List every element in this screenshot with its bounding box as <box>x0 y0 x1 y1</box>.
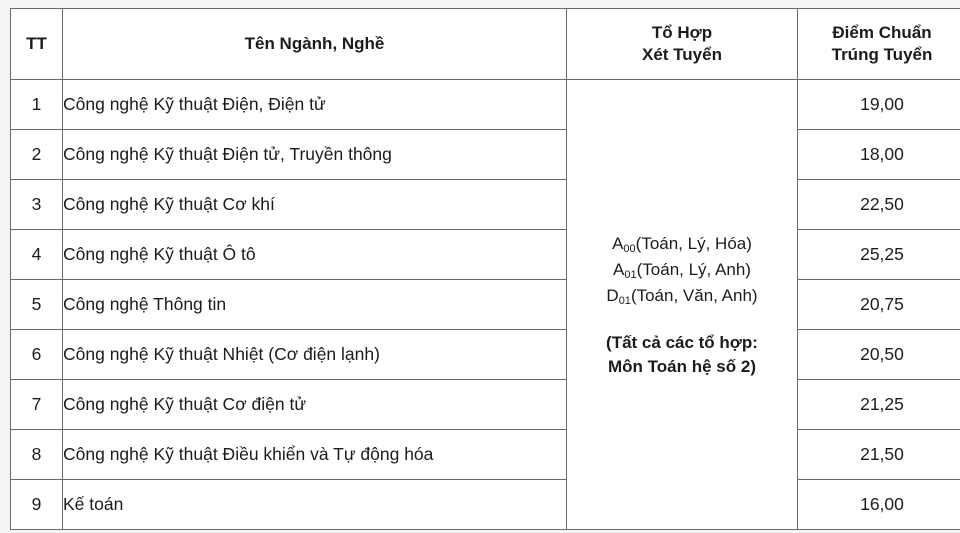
major-name: Công nghệ Kỹ thuật Điều khiển và Tự động hóa <box>63 430 567 480</box>
header-row <box>11 9 960 80</box>
header-major-name: Tên Ngành, Nghề <box>63 9 567 80</box>
combination-item: $A_{01}(Toán$, Lý, Anh) <box>613 259 751 281</box>
admission-score: 22,50 <box>798 180 960 230</box>
row-number: 7 <box>11 380 63 430</box>
combination-item: $A_{00}(Toán$, Lý, Hóa) <box>612 233 752 255</box>
table-row <box>11 130 960 180</box>
admission-score: 21,25 <box>798 380 960 430</box>
major-name: Công nghệ Kỹ thuật Ô tô <box>63 230 567 280</box>
header-score-line2: Trúng Tuyển <box>831 45 933 64</box>
admission-score: 20,75 <box>798 280 960 330</box>
major-name: Kế toán <box>63 480 567 530</box>
row-number: 9 <box>11 480 63 530</box>
row-number: 1 <box>11 80 63 130</box>
header-combination <box>567 9 798 80</box>
combination-note: (Tất cả các tổ hợp: Môn Toán hệ số 2) <box>606 332 758 376</box>
major-name: Công nghệ Kỹ thuật Điện, Điện tử <box>63 80 567 130</box>
header-score-line1: Điểm Chuẩn <box>832 23 932 42</box>
table-row <box>11 280 960 330</box>
major-name: Công nghệ Kỹ thuật Nhiệt (Cơ điện lạnh) <box>63 330 567 380</box>
header-tt: TT <box>11 9 63 80</box>
table-row <box>11 380 960 430</box>
major-name: Công nghệ Thông tin <box>63 280 567 330</box>
table-row <box>11 80 960 130</box>
admission-score: 20,50 <box>798 330 960 380</box>
admission-score: 19,00 <box>798 80 960 130</box>
row-number: 2 <box>11 130 63 180</box>
admission-score-table <box>10 8 960 530</box>
table-row <box>11 430 960 480</box>
row-number: 6 <box>11 330 63 380</box>
table-row <box>11 180 960 230</box>
header-combination-line2: Xét Tuyển <box>642 45 722 64</box>
major-name: Công nghệ Kỹ thuật Cơ điện tử <box>63 380 567 430</box>
table-row <box>11 480 960 530</box>
header-combination-line1: Tổ Hợp <box>651 23 713 42</box>
combination-cell <box>567 80 798 530</box>
major-name: Công nghệ Kỹ thuật Điện tử, Truyền thông <box>63 130 567 180</box>
row-number: 4 <box>11 230 63 280</box>
table-row <box>11 330 960 380</box>
row-number: 3 <box>11 180 63 230</box>
row-number: 8 <box>11 430 63 480</box>
admission-score: 18,00 <box>798 130 960 180</box>
header-score <box>798 9 960 80</box>
admission-score: 21,50 <box>798 430 960 480</box>
combination-item: $D_{01}(Toán$, Văn, Anh) <box>606 285 758 307</box>
admission-score: 25,25 <box>798 230 960 280</box>
row-number: 5 <box>11 280 63 330</box>
table-row <box>11 230 960 280</box>
admission-score: 16,00 <box>798 480 960 530</box>
major-name: Công nghệ Kỹ thuật Cơ khí <box>63 180 567 230</box>
